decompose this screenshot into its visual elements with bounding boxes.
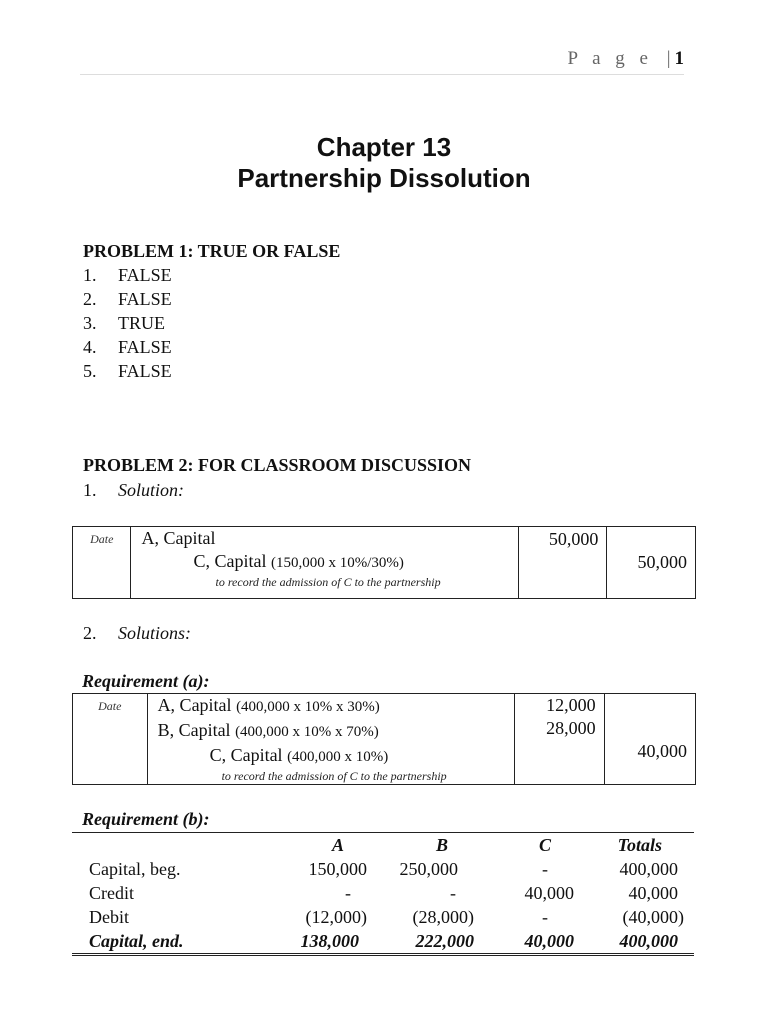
debit-account-b: B, Capital: [157, 720, 231, 740]
column-header: A: [222, 833, 367, 858]
page-separator: |: [666, 48, 671, 69]
requirement-b-title: Requirement (b):: [82, 809, 210, 829]
calc-a: (400,000 x 10% x 30%): [236, 699, 380, 715]
journal-entry-req-a: [72, 693, 696, 785]
table-row: Capital, beg. 150,000 250,000 - 400,000: [89, 858, 678, 879]
answer-item: 1. FALSE: [83, 265, 172, 285]
solution-item-1: 1. Solution:: [83, 480, 184, 500]
column-header: [72, 833, 222, 858]
debit-amount: 50,000: [548, 529, 599, 549]
table-row: Debit (12,000) (28,000) - (40,000): [89, 906, 684, 927]
column-header: Totals: [578, 833, 694, 858]
chapter-number: Chapter 13: [316, 132, 452, 162]
table-row-total: Capital, end. 138,000 222,000 40,000 400,000: [72, 929, 694, 955]
problem2-heading: PROBLEM 2: FOR CLASSROOM DISCUSSION: [83, 455, 472, 475]
debit-amount-b: 28,000: [546, 718, 596, 738]
credit-amount: 50,000: [637, 552, 687, 572]
chapter-title: Partnership Dissolution: [237, 163, 531, 193]
capital-table: [72, 832, 694, 956]
debit-amount-a: 12,000: [546, 695, 596, 715]
table-row: Credit - - 40,000 40,000: [89, 882, 678, 903]
capital-table-header: [72, 833, 694, 858]
answer-item: 4. FALSE: [83, 337, 172, 357]
answer-item: 3. TRUE: [83, 313, 165, 333]
header-divider: [80, 74, 684, 75]
page-number: 1: [674, 48, 684, 69]
solution-item-2: 2. Solutions:: [83, 623, 192, 643]
requirement-a-title: Requirement (a):: [82, 671, 210, 691]
calc-b: (400,000 x 10% x 70%): [235, 724, 379, 740]
entry-memo: to record the admission of C to the partnership: [215, 575, 441, 589]
page-header: [567, 48, 684, 70]
answer-item: 2. FALSE: [83, 289, 172, 309]
column-header: B: [367, 833, 474, 858]
credit-account-c: C, Capital: [209, 745, 283, 765]
entry-memo: to record the admission of C to the partnership: [221, 769, 447, 783]
column-header: C: [474, 833, 578, 858]
page-label: P a g e: [567, 48, 653, 69]
credit-amount-c: 40,000: [637, 741, 687, 761]
calc-c: (400,000 x 10%): [287, 749, 389, 765]
entry-date: Date: [90, 532, 114, 546]
answer-item: 5. FALSE: [83, 361, 172, 381]
credit-calc: (150,000 x 10%/30%): [270, 555, 404, 571]
entry-date: Date: [98, 699, 122, 713]
debit-account-a: A, Capital: [157, 695, 232, 715]
debit-account: A, Capital: [141, 528, 216, 548]
credit-account: C, Capital: [193, 551, 267, 571]
journal-entry-1: [72, 526, 696, 599]
problem1-heading: PROBLEM 1: TRUE OR FALSE: [83, 241, 341, 261]
